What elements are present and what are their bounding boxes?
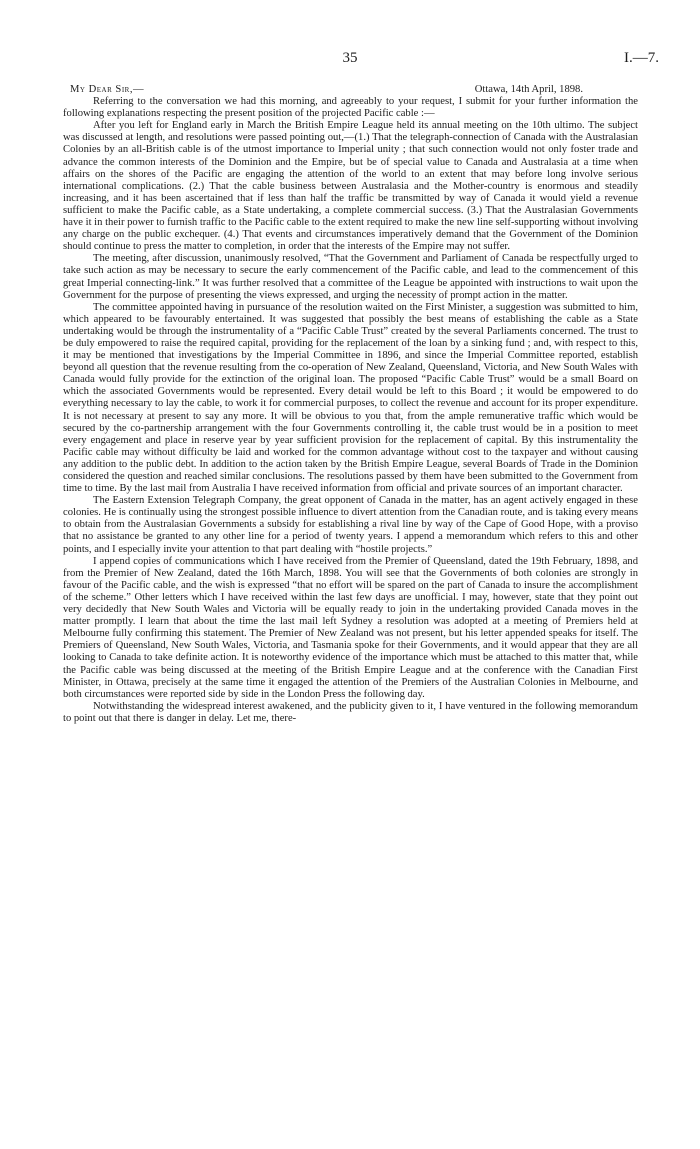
paragraph-7: Notwithstanding the widespread interest awakened, and the publicity given to it, I have ventured in the following memorandum to point out that there is danger in delay. Let me, there- <box>63 700 638 724</box>
document-reference: I.—7. <box>624 50 659 66</box>
paragraph-1: Referring to the conversation we had this morning, and agreeably to your request, I submit for your further information the following explanations respecting the present position of the projected Pacific cable :— <box>63 96 638 120</box>
page-number: 35 <box>342 50 358 66</box>
letter-opening <box>63 84 638 96</box>
paragraph-4: The committee appointed having in pursuance of the resolution waited on the First Minister, a suggestion was submitted to him, which appeared to be favourably entertained. It was suggested that possibly the best means of establishing the cable as a State undertaking would be through the instrumentality of a “Pacific Cable Trust” created by the several Parliaments concerned. The trust to be duly empowered to raise the required capital, providing for the replacement of the loan by a sinking fund ; and, with respect to this, it may be mentioned that investigations by the Imperial Committee in 1896, and since the Imperial Committee reported, establish beyond all question that the revenue resulting from the co-operation of New Zealand, Queensland, Victoria, and New South Wales with Canada would fully provide for the extinction of the original loan. The proposed “Pacific Cable Trust” would be a small Board on which the associated Governments would be represented. Every detail would be left to this Board ; it would be empowered to do everything necessary to lay the cable, to work it for commercial purposes, to collect the revenue and account for its proper expenditure. It is not necessary at present to say any more. It will be obvious to you that, from the ample remunerative traffic which would be secured by the co-partnership arrangement with the four Governments controlling it, the cable trust would be in a position to meet every engagement and place in reserve year by year sufficient provision for the replacement of capital. By this instrumentality the Pacific cable may without difficulty be laid and worked for the common advantage without cost to the taxpayer and without causing any addition to the public debt. In addition to the action taken by the British Empire League, several Boards of Trade in the Dominion considered the question and reached similar conclusions. The resolutions passed by them have been submitted to the Government from time to time. By the last mail from Australia I have received information from official and private sources of an important character. <box>63 301 638 495</box>
paragraph-3: The meeting, after discussion, unanimously resolved, “That the Government and Parliament of Canada be respectfully urged to take such action as may be necessary to secure the early commencement of the Pacific cable, and lead to the commencement of this great Imperial connecting-link.” It was further resolved that a committee of the League be appointed with instructions to wait upon the Government for the purpose of presenting the views expressed, and urging the necessity of prompt action in the matter. <box>63 253 638 301</box>
letter-body <box>63 84 638 725</box>
paragraph-5: The Eastern Extension Telegraph Company, the great opponent of Canada in the matter, has an agent actively engaged in these colonies. He is continually using the strongest possible influence to divert attention from the Canadian route, and is taking every means to obtain from the Australasian Governments a subsidy for establishing a rival line by way of the Cape of Good Hope, with a proviso that no assistance be granted to any other line for a period of twenty years. I append a memorandum which refers to this and other points, and I especially invite your attention to that part dealing with “hostile projects.” <box>63 495 638 555</box>
salutation: My Dear Sir,— <box>70 84 145 95</box>
dateline: Ottawa, 14th April, 1898. <box>474 84 583 95</box>
paragraph-2: After you left for England early in March the British Empire League held its annual meeting on the 10th ultimo. The subject was discussed at length, and resolutions were passed pointing out,—(1.) That the telegraph-connection of Canada with the Australasian Colonies by an all-British cable is of the utmost importance to Imperial unity ; that such connection would not only foster trade and advance the common interests of the Dominion and the Empire, but be of special value to Canada and Australasia at a time when affairs on the shores of the Pacific are engaging the attention of the world to an extent that may before long involve serious international complications. (2.) That the cable business between Australasia and the Mother-country is enormous and steadily increasing, and it has been ascertained that if less than half the traffic be transmitted by way of Canada it would yield a revenue sufficient to make the Pacific cable, as a State undertaking, a complete commercial success. (3.) That the Australasian Governments have it in their power to furnish traffic to the Pacific cable to the extent required to make the new line self-supporting without involving any charge on the public exchequer. (4.) That events and circumstances imperatively demand that the Government of the Dominion should continue to press the matter to completion, in order that the interests of the Empire may not suffer. <box>63 120 638 253</box>
paragraph-6: I append copies of communications which I have received from the Premier of Queensland, dated the 19th February, 1898, and from the Premier of New Zealand, dated the 16th March, 1898. You will see that the Governments of both colonies are strongly in favour of the Pacific cable, and the wish is expressed “that no effort will be spared on the part of Canada to insure the accomplishment of the scheme.” Other letters which I have received within the last few days are unofficial. I may, however, state that they point out very decidedly that New South Wales and Victoria will be equally ready to join in the undertaking provided Canada moves in the matter promptly. I learn that about the time the last mail left Sydney a resolution was adopted at a meeting of Premiers held at Melbourne fully confirming this statement. The Premier of New Zealand was not present, but his letter appended speaks for itself. The Premiers of Queensland, New South Wales, Victoria, and Tasmania spoke for their Governments, and it would appear that they are all looking to Canada to take definite action. It is noteworthy evidence of the importance which must be attached to this matter that, while the Pacific cable was being discussed at the meeting of the British Empire League and at the conference with the Canadian First Minister, in Ottawa, precisely at the same time it engaged the attention of the Premiers of the Australian Colonies in Melbourne, and both circumstances were reported side by side in the London Press the following day. <box>63 555 638 700</box>
